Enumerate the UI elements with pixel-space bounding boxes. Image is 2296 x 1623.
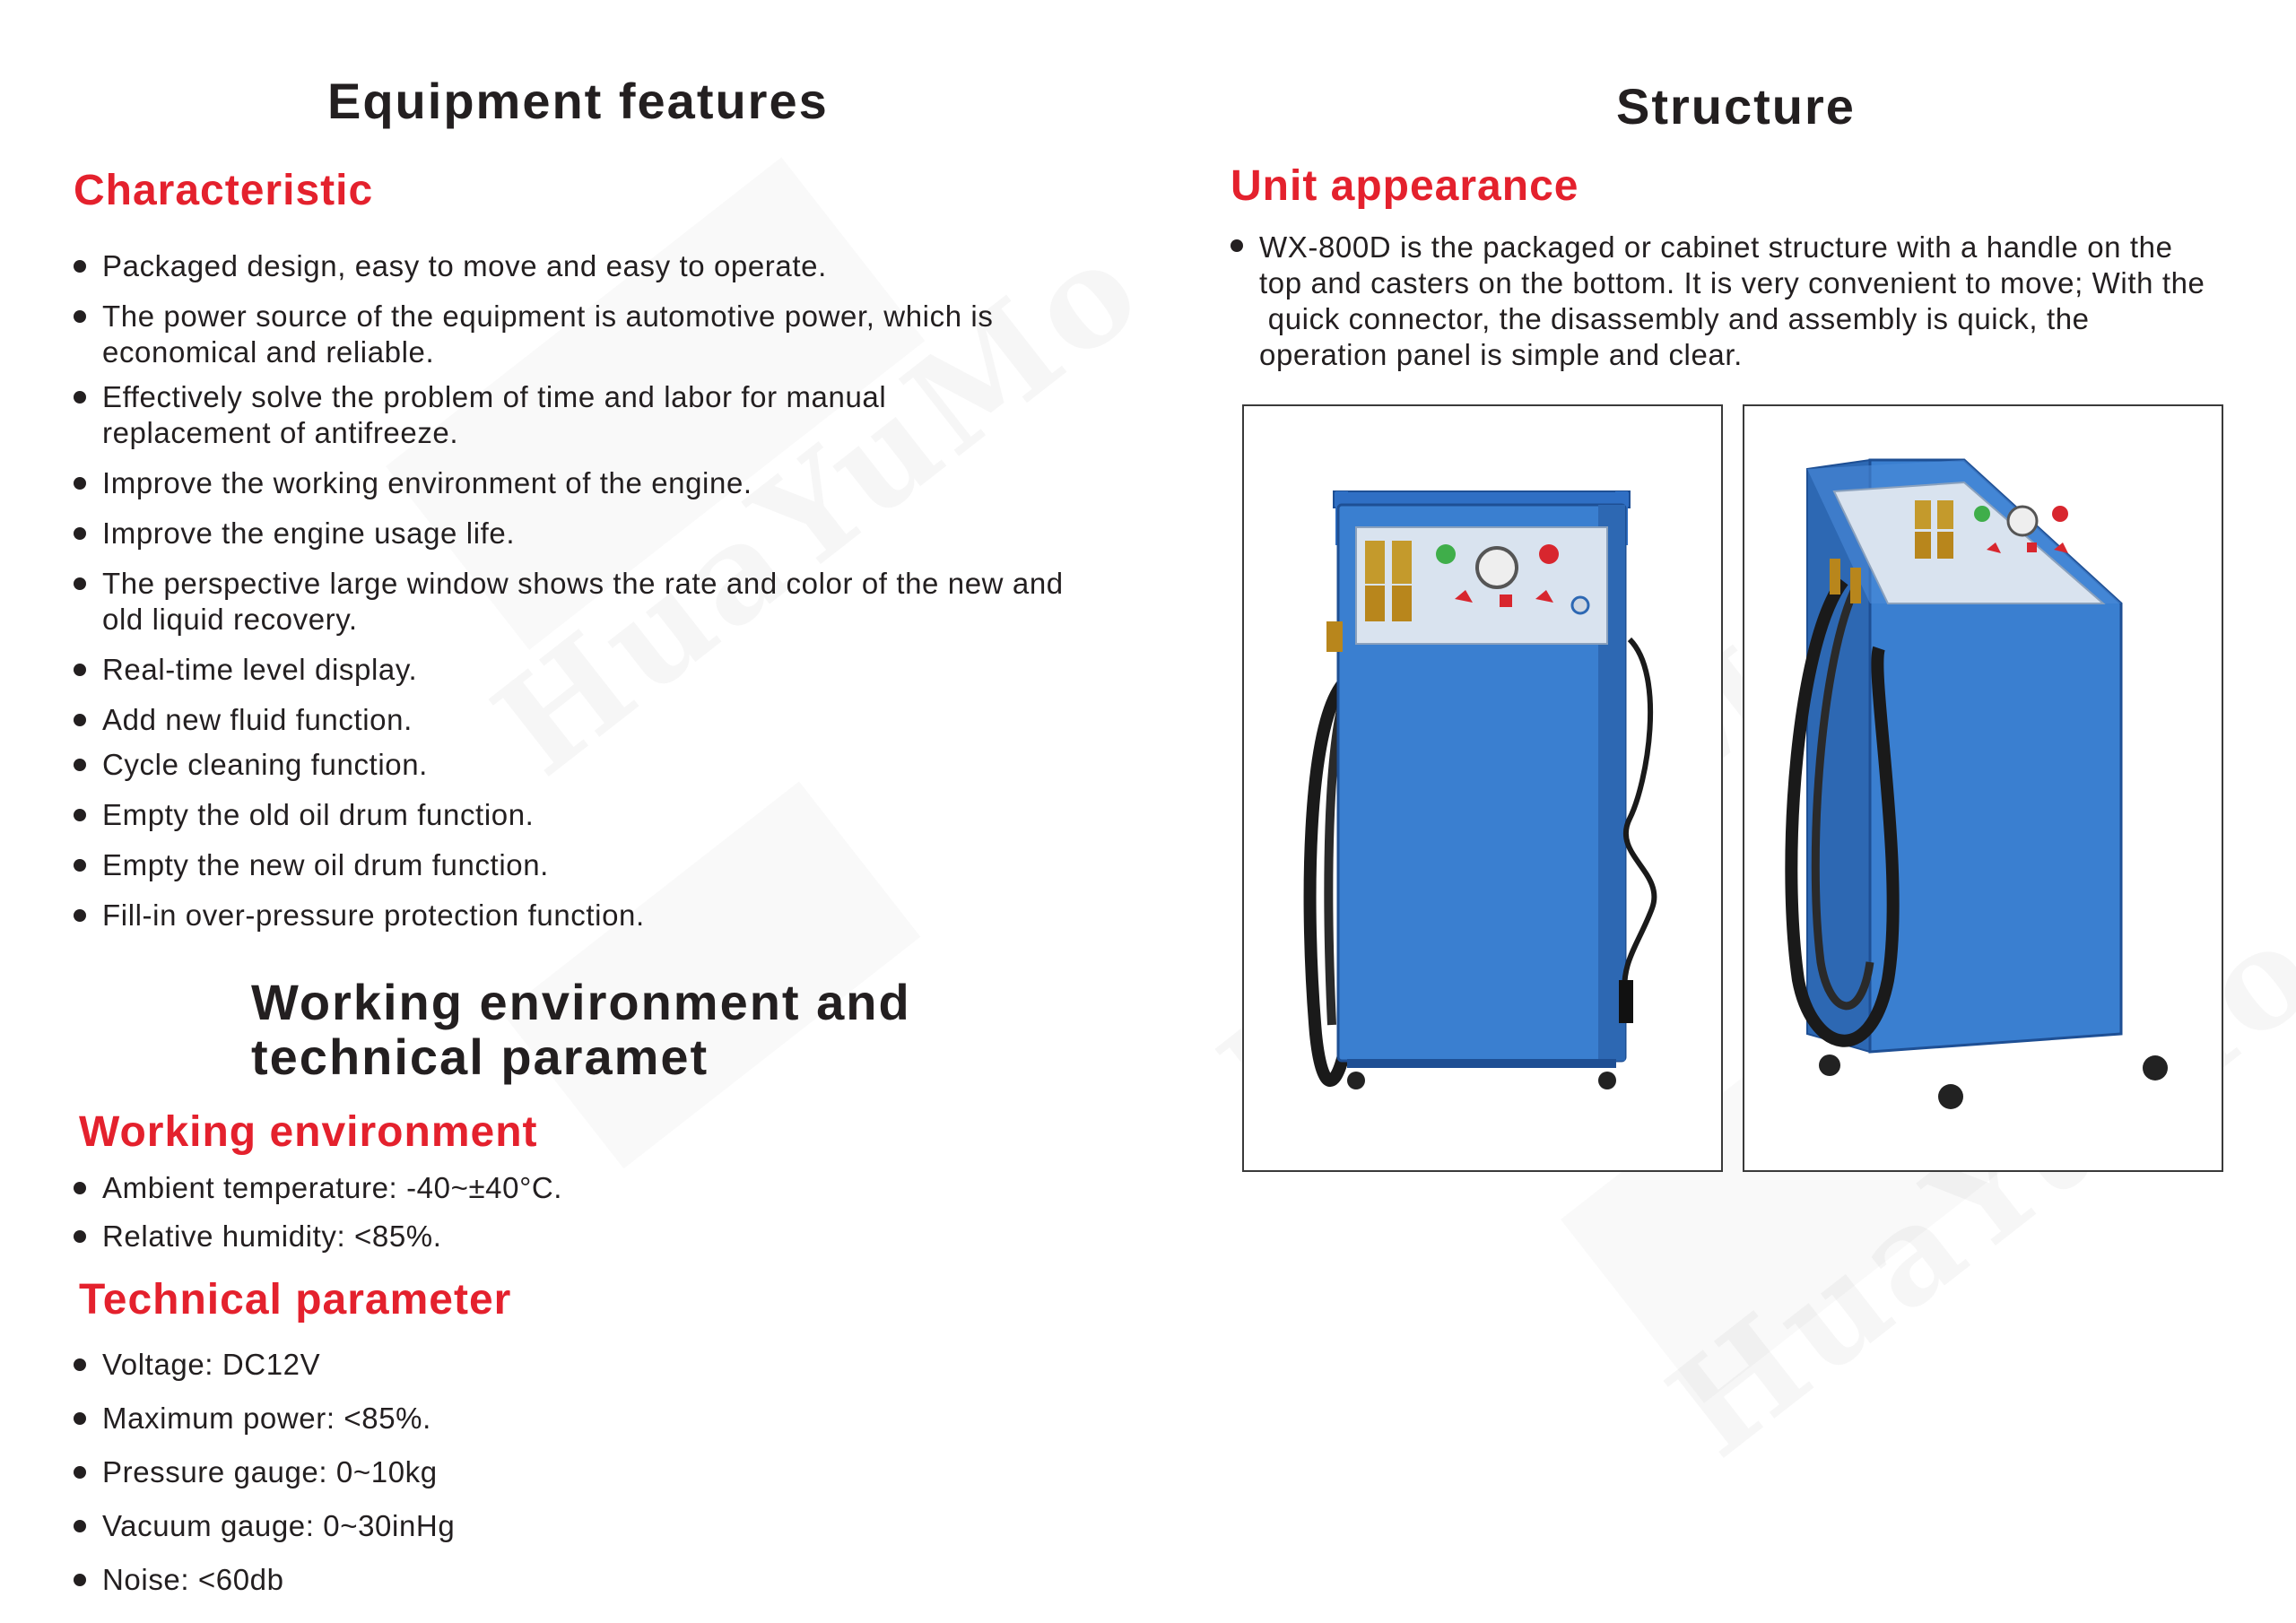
unit-appearance-line: top and casters on the bottom. It is very convenient to move; With the (1259, 266, 2205, 299)
characteristic-item: The power source of the equipment is automotive power, which is economical and reliable. (74, 299, 1080, 370)
working-environment-section-title-line1: Working environment and (251, 974, 911, 1030)
unit-appearance-line: WX-800D is the packaged or cabinet structure with a handle on the (1259, 230, 2173, 264)
working-environment-list (74, 1170, 1060, 1254)
unit-appearance-heading: Unit appearance (1231, 162, 1579, 210)
characteristic-item: Cycle cleaning function. (74, 747, 1096, 783)
working-environment-heading: Working environment (79, 1108, 538, 1156)
characteristic-heading: Characteristic (74, 167, 374, 214)
machine-front-illustration (1244, 406, 1721, 1170)
equipment-features-title: Equipment features (327, 73, 829, 129)
technical-parameter-item: Pressure gauge: 0~10kg (74, 1454, 1060, 1490)
unit-appearance-line: quick connector, the disassembly and assembly is quick, the (1259, 302, 2090, 335)
technical-parameter-item: Maximum power: <85%. (74, 1401, 1060, 1436)
technical-parameter-item: Vacuum gauge: 0~30inHg (74, 1508, 1060, 1544)
characteristic-item: Real-time level display. (74, 652, 1096, 688)
machine-photo-front (1242, 404, 1723, 1172)
characteristic-item: Empty the new oil drum function. (74, 847, 1096, 883)
characteristic-item: Empty the old oil drum function. (74, 797, 1096, 833)
technical-parameter-item: Noise: <60db (74, 1562, 1060, 1598)
structure-title: Structure (1616, 78, 1856, 135)
unit-appearance-line: operation panel is simple and clear. (1259, 338, 1743, 371)
characteristic-item: The perspective large window shows the rate and color of the new and old liquid recovery. (74, 566, 1098, 638)
machine-side-illustration (1744, 406, 2222, 1170)
technical-parameter-item: Voltage: DC12V (74, 1347, 1060, 1383)
technical-parameter-list (74, 1347, 1060, 1598)
working-environment-section-title-line2: technical paramet (251, 1028, 709, 1085)
bullet-dot (1231, 239, 1243, 252)
characteristic-item: Effectively solve the problem of time and labor for manual replacement of antifreeze. (74, 379, 990, 451)
characteristic-item: Fill-in over-pressure protection function. (74, 898, 1096, 933)
characteristic-item: Add new fluid function. (74, 702, 1096, 738)
characteristic-list (74, 248, 1096, 933)
machine-photo-side (1743, 404, 2223, 1172)
unit-appearance-paragraph (1231, 230, 2262, 373)
working-environment-item: Ambient temperature: -40~±40°C. (74, 1170, 1060, 1206)
characteristic-item: Improve the working environment of the engine. (74, 465, 1096, 501)
characteristic-item: Improve the engine usage life. (74, 516, 1096, 551)
characteristic-item: Packaged design, easy to move and easy to operate. (74, 248, 1096, 284)
working-environment-item: Relative humidity: <85%. (74, 1219, 1060, 1254)
technical-parameter-heading: Technical parameter (79, 1276, 512, 1324)
